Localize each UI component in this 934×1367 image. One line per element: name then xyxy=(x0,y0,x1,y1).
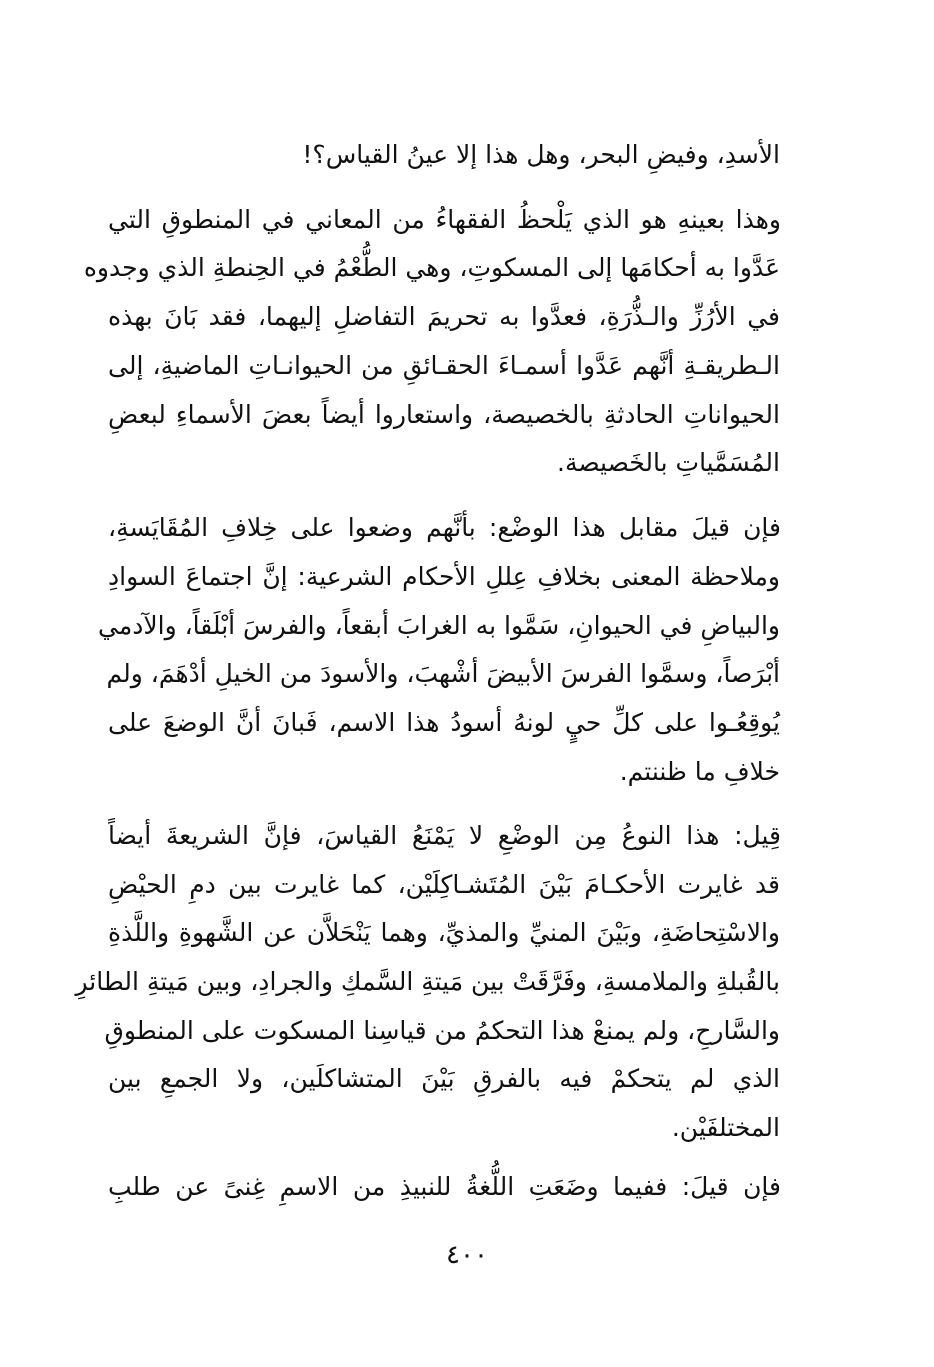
text-line: الـطريقـةِ أنَّهم عَدَّوا أسمـاءَ الحقـائقِ من الحيوانـاتِ الماضيةِ، إلى xyxy=(108,351,780,380)
page-number: ٤٠٠ xyxy=(446,1240,488,1270)
text-line: وملاحظة المعنى بخلافِ عِللِ الأحكام الشرعية: إنَّ اجتماعَ السوادِ xyxy=(108,562,780,591)
text-line: والاسْتِحاضَةِ، وبَيْنَ المنيِّ والمذيِّ، وهما يَنْحَلاَّن عن الشَّهوةِ واللَّذةِ xyxy=(108,918,780,947)
text-line: والبياضِ في الحيوانِ، سَمَّوا به الغرابَ أبقعاً، والفرسَ أبْلَقاً، والآدمي xyxy=(98,611,780,640)
text-line: المُسَمَّياتِ بالخَصيصة. xyxy=(557,448,780,477)
text-line: فإن قيلَ مقابل هذا الوضْع: بأنَّهم وضعوا على خِلافِ المُقَايَسةِ، xyxy=(108,513,781,542)
text-line: قد غايرت الأحكـامَ بَيْنَ المُتَشـاكِلَيْن، كما غايرت بين دمِ الحيْضِ xyxy=(108,870,780,899)
text-line: والسَّارحِ، ولم يمنعْ هذا التحكمُ من قياسِنا المسكوت على المنطوقِ xyxy=(104,1016,780,1045)
text-line: قِيل: هذا النوعُ مِن الوضْعِ لا يَمْنَعُ القياسَ، فإنَّ الشريعةَ أيضاً xyxy=(108,821,781,850)
text-line: خلافِ ما ظننتم. xyxy=(619,757,780,786)
text-line: المختلفَيْن. xyxy=(671,1113,780,1142)
text-line: عَدَّوا به أحكامَها إلى المسكوتِ، وهي الطُّعْمُ في الحِنطةِ الذي وجدوه xyxy=(83,253,780,282)
text-line: في الأرُزِّ والـذُّرَةِ، فعدَّوا به تحريمَ التفاضلِ إليهما، فقد بَانَ بهذه xyxy=(108,302,780,331)
text-line: الحيواناتِ الحادثةِ بالخصيصة، واستعاروا أيضاً بعضَ الأسماءِ لبعضِ xyxy=(108,400,780,429)
text-line: يُوقِعُـوا على كلِّ حيٍ لونهُ أسودُ هذا الاسم، فَبانَ أنَّ الوضعَ على xyxy=(108,708,780,737)
text-line: بالقُبلةِ والملامسةِ، وفَرَّقَتْ بين مَيتةِ السَّمكِ والجرادِ، وبين مَيتةِ الطائرِ xyxy=(75,967,780,996)
text-line: الذي لم يتحكمْ فيه بالفرقِ بَيْنَ المتشاكلَين، ولا الجمعِ بين xyxy=(108,1064,780,1093)
text-line: الأسدِ، وفيضِ البحر، وهل هذا إلا عينُ القياس؟! xyxy=(302,140,780,169)
text-line: فإن قيلَ: ففيما وضَعَتِ اللُّغةُ للنبيذِ من الاسمِ غِنىً عن طلبِ xyxy=(108,1172,781,1201)
text-line: أبْرَصاً، وسمَّوا الفرسَ الأبيضَ أشْهبَ، والأسودَ من الخيلِ أدْهَمَ، ولم xyxy=(106,659,780,688)
text-line: وهذا بعينهِ هو الذي يَلْحظُ الفقهاءُ من المعاني في المنطوقِ التي xyxy=(108,205,781,234)
